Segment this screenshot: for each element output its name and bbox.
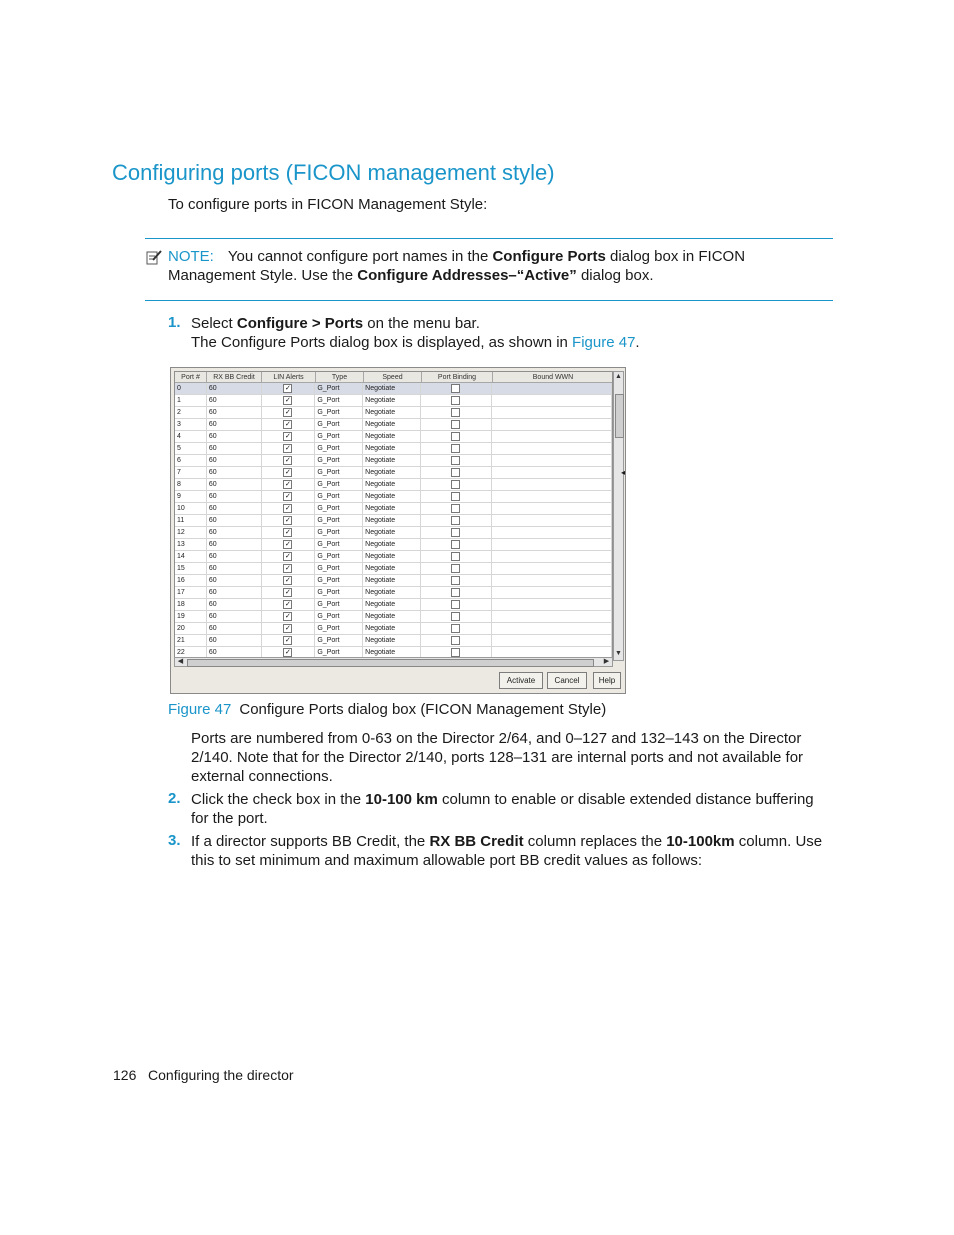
table-row[interactable] <box>175 407 612 419</box>
step-2-text-2: column to enable or disable extended distance buffering for the port. <box>191 791 814 827</box>
cell-rx-bb-credit[interactable]: 60 <box>207 503 262 514</box>
cell-speed[interactable]: Negotiate <box>363 395 421 406</box>
ports-table <box>174 371 613 661</box>
step-1-number: 1. <box>168 314 181 331</box>
note-text-1: You cannot configure port names in the <box>227 248 493 265</box>
cell-rx-bb-credit[interactable]: 60 <box>207 611 262 622</box>
checkbox-unchecked[interactable] <box>451 528 460 537</box>
cell-speed[interactable]: Negotiate <box>363 491 421 502</box>
checkbox-checked[interactable]: ✓ <box>285 445 291 452</box>
checkbox-checked[interactable]: ✓ <box>285 529 291 536</box>
cell-lin-alerts <box>262 491 316 502</box>
cell-lin-alerts <box>262 467 316 478</box>
table-row[interactable] <box>175 539 612 551</box>
cell-rx-bb-credit[interactable]: 60 <box>207 623 262 634</box>
checkbox-unchecked[interactable] <box>451 384 460 393</box>
cell-rx-bb-credit[interactable]: 60 <box>207 479 262 490</box>
figure-caption-text: Configure Ports dialog box (FICON Management Style) <box>239 701 607 718</box>
cell-type[interactable]: G_Port <box>315 527 363 538</box>
cell-type[interactable]: G_Port <box>315 431 363 442</box>
cell-bound-wwn[interactable] <box>492 611 612 622</box>
table-row[interactable] <box>175 503 612 515</box>
checkbox-checked[interactable]: ✓ <box>285 457 291 464</box>
checkbox-checked[interactable]: ✓ <box>285 625 291 632</box>
checkbox-unchecked[interactable] <box>451 492 460 501</box>
cell-port[interactable]: 2 <box>175 407 207 418</box>
cell-bound-wwn[interactable] <box>492 455 612 466</box>
cell-type[interactable]: G_Port <box>315 563 363 574</box>
cell-type[interactable]: G_Port <box>315 503 363 514</box>
cell-port[interactable]: 9 <box>175 491 207 502</box>
col-header-speed[interactable]: Speed <box>364 372 422 383</box>
checkbox-checked[interactable]: ✓ <box>285 433 291 440</box>
cell-speed[interactable]: Negotiate <box>363 599 421 610</box>
cell-bound-wwn[interactable] <box>492 563 612 574</box>
checkbox-unchecked[interactable] <box>451 420 460 429</box>
cell-port[interactable]: 16 <box>175 575 207 586</box>
cell-rx-bb-credit[interactable]: 60 <box>207 551 262 562</box>
cell-speed[interactable]: Negotiate <box>363 455 421 466</box>
cell-type[interactable]: G_Port <box>315 383 363 394</box>
checkbox-checked[interactable]: ✓ <box>285 565 291 572</box>
cell-bound-wwn[interactable] <box>492 527 612 538</box>
step-1-text-1: Select <box>191 315 237 332</box>
figure-47-link[interactable]: Figure 47 <box>572 334 636 351</box>
cell-speed[interactable]: Negotiate <box>363 611 421 622</box>
cell-port-binding <box>421 587 492 598</box>
table-row[interactable] <box>175 383 612 395</box>
activate-button[interactable]: Activate <box>499 672 543 689</box>
cell-speed[interactable]: Negotiate <box>363 407 421 418</box>
step-2-bold: 10-100 km <box>365 791 438 808</box>
cell-lin-alerts <box>262 419 316 430</box>
checkbox-unchecked[interactable] <box>451 576 460 585</box>
cell-port[interactable]: 4 <box>175 431 207 442</box>
table-row[interactable] <box>175 587 612 599</box>
step-1-menu-path: Configure > Ports <box>236 315 364 332</box>
cell-type[interactable]: G_Port <box>315 515 363 526</box>
cell-lin-alerts <box>262 599 316 610</box>
note-label: NOTE: <box>168 248 214 265</box>
checkbox-checked[interactable]: ✓ <box>285 421 291 428</box>
cell-speed[interactable]: Negotiate <box>363 539 421 550</box>
checkbox-unchecked[interactable] <box>451 456 460 465</box>
cell-bound-wwn[interactable] <box>492 479 612 490</box>
cell-rx-bb-credit[interactable]: 60 <box>207 491 262 502</box>
cell-bound-wwn[interactable] <box>492 551 612 562</box>
table-row[interactable] <box>175 551 612 563</box>
page-footer <box>113 1067 294 1083</box>
cell-speed[interactable]: Negotiate <box>363 527 421 538</box>
cell-rx-bb-credit[interactable]: 60 <box>207 455 262 466</box>
cell-port-binding <box>421 455 492 466</box>
cell-port-binding <box>421 575 492 586</box>
col-header-port[interactable]: Port # <box>175 372 207 383</box>
table-row[interactable] <box>175 467 612 479</box>
note-pencil-icon <box>146 249 162 265</box>
cell-speed[interactable]: Negotiate <box>363 563 421 574</box>
cell-rx-bb-credit[interactable]: 60 <box>207 587 262 598</box>
checkbox-unchecked[interactable] <box>451 636 460 645</box>
cell-bound-wwn[interactable] <box>492 587 612 598</box>
cell-port[interactable]: 20 <box>175 623 207 634</box>
cell-port[interactable]: 11 <box>175 515 207 526</box>
cell-port-binding <box>421 551 492 562</box>
table-header <box>175 372 613 383</box>
cell-port[interactable]: 1 <box>175 395 207 406</box>
cell-bound-wwn[interactable] <box>492 395 612 406</box>
cell-port[interactable]: 6 <box>175 455 207 466</box>
checkbox-unchecked[interactable] <box>451 444 460 453</box>
cell-rx-bb-credit[interactable]: 60 <box>207 419 262 430</box>
checkbox-checked[interactable]: ✓ <box>285 553 291 560</box>
figure-caption <box>168 701 606 718</box>
cell-speed[interactable]: Negotiate <box>363 383 421 394</box>
note-text-3: dialog box. <box>576 267 654 284</box>
cell-rx-bb-credit[interactable]: 60 <box>207 599 262 610</box>
cell-rx-bb-credit[interactable]: 60 <box>207 443 262 454</box>
cell-port[interactable]: 8 <box>175 479 207 490</box>
cell-port-binding <box>421 539 492 550</box>
checkbox-unchecked[interactable] <box>451 480 460 489</box>
cell-port-binding <box>421 431 492 442</box>
cell-type[interactable]: G_Port <box>315 539 363 550</box>
cell-port-binding <box>421 467 492 478</box>
cell-speed[interactable]: Negotiate <box>363 515 421 526</box>
cell-bound-wwn[interactable] <box>492 467 612 478</box>
checkbox-checked[interactable]: ✓ <box>285 493 291 500</box>
cell-rx-bb-credit[interactable]: 60 <box>207 431 262 442</box>
checkbox-unchecked[interactable] <box>451 540 460 549</box>
cell-rx-bb-credit[interactable]: 60 <box>207 467 262 478</box>
step-3-text <box>191 832 831 870</box>
cell-type[interactable]: G_Port <box>315 575 363 586</box>
cell-port-binding <box>421 479 492 490</box>
cell-rx-bb-credit[interactable]: 60 <box>207 575 262 586</box>
checkbox-unchecked[interactable] <box>451 612 460 621</box>
cell-type[interactable]: G_Port <box>315 611 363 622</box>
checkbox-unchecked[interactable] <box>451 468 460 477</box>
checkbox-checked[interactable]: ✓ <box>285 637 291 644</box>
cell-rx-bb-credit[interactable]: 60 <box>207 563 262 574</box>
cell-speed[interactable]: Negotiate <box>363 503 421 514</box>
cell-port[interactable]: 19 <box>175 611 207 622</box>
checkbox-unchecked[interactable] <box>451 552 460 561</box>
checkbox-unchecked[interactable] <box>451 600 460 609</box>
cell-lin-alerts <box>262 503 316 514</box>
cell-bound-wwn[interactable] <box>492 431 612 442</box>
cell-rx-bb-credit[interactable]: 60 <box>207 407 262 418</box>
table-row[interactable] <box>175 623 612 635</box>
checkbox-checked[interactable]: ✓ <box>285 649 291 656</box>
checkbox-checked[interactable]: ✓ <box>285 469 291 476</box>
page-number: 126 <box>113 1067 137 1083</box>
cell-port[interactable]: 17 <box>175 587 207 598</box>
cell-port[interactable]: 7 <box>175 467 207 478</box>
horizontal-scrollbar[interactable] <box>174 657 613 667</box>
cell-type[interactable]: G_Port <box>315 407 363 418</box>
cell-type[interactable]: G_Port <box>315 647 363 658</box>
cell-rx-bb-credit[interactable]: 60 <box>207 395 262 406</box>
cell-bound-wwn[interactable] <box>492 383 612 394</box>
cell-type[interactable]: G_Port <box>315 419 363 430</box>
cell-type[interactable]: G_Port <box>315 551 363 562</box>
cell-speed[interactable]: Negotiate <box>363 467 421 478</box>
cell-lin-alerts <box>262 383 316 394</box>
table-row[interactable] <box>175 563 612 575</box>
cell-rx-bb-credit[interactable]: 60 <box>207 635 262 646</box>
step-1-end: . <box>635 334 640 351</box>
cell-lin-alerts <box>262 551 316 562</box>
cell-lin-alerts <box>262 455 316 466</box>
cell-rx-bb-credit[interactable]: 60 <box>207 515 262 526</box>
cell-speed[interactable]: Negotiate <box>363 575 421 586</box>
cell-speed[interactable]: Negotiate <box>363 443 421 454</box>
cell-lin-alerts <box>262 587 316 598</box>
ports-paragraph: Ports are numbered from 0-63 on the Director 2/64, and 0–127 and 132–143 on the Director 2/140. Note that for the Director 2/140, ports 128–131 are internal ports and not available for external connections. <box>191 730 804 785</box>
cell-bound-wwn[interactable] <box>492 575 612 586</box>
step-2-text <box>191 790 831 828</box>
note-text-2: dialog box in FICON Management Style. Use the <box>168 248 746 284</box>
scroll-up-icon[interactable]: ▲ <box>615 373 622 380</box>
cell-port-binding <box>421 407 492 418</box>
step-3-text-2: column replaces the <box>523 833 667 850</box>
cell-type[interactable]: G_Port <box>315 623 363 634</box>
cell-speed[interactable]: Negotiate <box>363 431 421 442</box>
cell-lin-alerts <box>262 479 316 490</box>
cell-port-binding <box>421 419 492 430</box>
cancel-button[interactable]: Cancel <box>547 672 587 689</box>
col-header-rx-bb-credit[interactable]: RX BB Credit <box>207 372 262 383</box>
checkbox-unchecked[interactable] <box>451 432 460 441</box>
cell-lin-alerts <box>262 611 316 622</box>
checkbox-unchecked[interactable] <box>451 516 460 525</box>
cell-port[interactable]: 18 <box>175 599 207 610</box>
cell-lin-alerts <box>262 635 316 646</box>
step-1-text-2: on the menu bar. <box>363 315 480 332</box>
cell-bound-wwn[interactable] <box>492 419 612 430</box>
cell-port[interactable]: 12 <box>175 527 207 538</box>
checkbox-unchecked[interactable] <box>451 564 460 573</box>
cell-port-binding <box>421 611 492 622</box>
step-3-number: 3. <box>168 832 181 849</box>
cell-lin-alerts <box>262 527 316 538</box>
cell-lin-alerts <box>262 515 316 526</box>
note-bold-2: Configure Addresses–“Active” <box>357 267 577 284</box>
cell-lin-alerts <box>262 395 316 406</box>
checkbox-unchecked[interactable] <box>451 408 460 417</box>
cell-port[interactable]: 13 <box>175 539 207 550</box>
checkbox-checked[interactable]: ✓ <box>285 517 291 524</box>
cell-port[interactable]: 0 <box>175 383 207 394</box>
cell-lin-alerts <box>262 575 316 586</box>
table-row[interactable] <box>175 611 612 623</box>
checkbox-checked[interactable]: ✓ <box>285 505 291 512</box>
cell-port[interactable]: 5 <box>175 443 207 454</box>
table-row[interactable] <box>175 443 612 455</box>
note-bold-1: Configure Ports <box>492 248 606 265</box>
step-1-text <box>191 314 831 352</box>
cell-port-binding <box>421 395 492 406</box>
cell-bound-wwn[interactable] <box>492 443 612 454</box>
cell-speed[interactable]: Negotiate <box>363 623 421 634</box>
step-3-text-1: If a director supports BB Credit, the <box>191 833 430 850</box>
cell-port-binding <box>421 491 492 502</box>
help-button[interactable]: Help <box>593 672 621 689</box>
table-row[interactable] <box>175 527 612 539</box>
checkbox-unchecked[interactable] <box>451 396 460 405</box>
cell-port-binding <box>421 635 492 646</box>
cell-lin-alerts <box>262 407 316 418</box>
table-row[interactable] <box>175 431 612 443</box>
cell-bound-wwn[interactable] <box>492 539 612 550</box>
checkbox-checked[interactable]: ✓ <box>285 613 291 620</box>
table-row[interactable] <box>175 455 612 467</box>
cell-bound-wwn[interactable] <box>492 407 612 418</box>
scroll-left-icon[interactable]: ◀ <box>177 658 184 665</box>
checkbox-unchecked[interactable] <box>451 504 460 513</box>
checkbox-checked[interactable]: ✓ <box>285 409 291 416</box>
table-row[interactable] <box>175 515 612 527</box>
cell-type[interactable]: G_Port <box>315 599 363 610</box>
cell-speed[interactable]: Negotiate <box>363 551 421 562</box>
cell-port[interactable]: 15 <box>175 563 207 574</box>
step-2-number: 2. <box>168 790 181 807</box>
table-row[interactable] <box>175 419 612 431</box>
checkbox-checked[interactable]: ✓ <box>285 481 291 488</box>
cell-port-binding <box>421 515 492 526</box>
table-row[interactable] <box>175 479 612 491</box>
col-header-lin-alerts[interactable]: LIN Alerts <box>262 372 316 383</box>
cell-port[interactable]: 21 <box>175 635 207 646</box>
step-2-text-1: Click the check box in the <box>191 791 366 808</box>
cell-bound-wwn[interactable] <box>492 503 612 514</box>
col-header-bound-wwn[interactable]: Bound WWN <box>493 372 613 383</box>
cell-type[interactable]: G_Port <box>315 467 363 478</box>
cell-type[interactable]: G_Port <box>315 491 363 502</box>
scroll-right-icon[interactable]: ▶ <box>603 658 610 665</box>
cell-port-binding <box>421 383 492 394</box>
step-3-bold-2: 10-100km <box>666 833 735 850</box>
cell-port[interactable]: 3 <box>175 419 207 430</box>
cell-rx-bb-credit[interactable]: 60 <box>207 539 262 550</box>
configure-ports-dialog <box>170 367 626 694</box>
vertical-scrollbar[interactable] <box>613 371 624 661</box>
cell-speed[interactable]: Negotiate <box>363 587 421 598</box>
cell-port-binding <box>421 527 492 538</box>
cell-type[interactable]: G_Port <box>315 443 363 454</box>
cell-rx-bb-credit[interactable]: 60 <box>207 527 262 538</box>
table-rows <box>175 383 612 659</box>
cell-lin-alerts <box>262 443 316 454</box>
cell-port-binding <box>421 623 492 634</box>
checkbox-checked[interactable]: ✓ <box>285 577 291 584</box>
cell-bound-wwn[interactable] <box>492 491 612 502</box>
scroll-down-icon[interactable]: ▼ <box>615 650 622 657</box>
checkbox-checked[interactable]: ✓ <box>285 397 291 404</box>
horizontal-scroll-thumb[interactable] <box>187 659 594 667</box>
cell-speed[interactable]: Negotiate <box>363 635 421 646</box>
cell-speed[interactable]: Negotiate <box>363 479 421 490</box>
cell-port-binding <box>421 563 492 574</box>
note-block <box>168 247 788 285</box>
figure-label: Figure 47 <box>168 701 232 718</box>
cell-port-binding <box>421 443 492 454</box>
checkbox-unchecked[interactable] <box>451 624 460 633</box>
cell-speed[interactable]: Negotiate <box>363 419 421 430</box>
checkbox-unchecked[interactable] <box>451 648 460 657</box>
checkbox-checked[interactable]: ✓ <box>285 601 291 608</box>
column-resize-icon: ◂ <box>621 468 626 477</box>
step-1-line-2: The Configure Ports dialog box is displayed, as shown in <box>191 334 573 351</box>
cell-port[interactable]: 10 <box>175 503 207 514</box>
col-header-type[interactable]: Type <box>316 372 364 383</box>
vertical-scroll-thumb[interactable] <box>615 394 624 438</box>
cell-port[interactable]: 14 <box>175 551 207 562</box>
table-row[interactable] <box>175 635 612 647</box>
section-heading: Configuring ports (FICON management style) <box>112 160 555 185</box>
checkbox-checked[interactable]: ✓ <box>285 385 291 392</box>
checkbox-checked[interactable]: ✓ <box>285 541 291 548</box>
cell-port-binding <box>421 599 492 610</box>
table-row[interactable] <box>175 395 612 407</box>
checkbox-unchecked[interactable] <box>451 588 460 597</box>
cell-port-binding <box>421 503 492 514</box>
cell-type[interactable]: G_Port <box>315 455 363 466</box>
table-row[interactable] <box>175 599 612 611</box>
step-3-text-3: column. Use this to set minimum and maximum allowable port BB credit values as follows: <box>191 833 823 869</box>
cell-rx-bb-credit[interactable]: 60 <box>207 647 262 658</box>
table-row[interactable] <box>175 575 612 587</box>
cell-type[interactable]: G_Port <box>315 479 363 490</box>
table-row[interactable] <box>175 491 612 503</box>
note-bottom-rule <box>145 300 833 301</box>
cell-rx-bb-credit[interactable]: 60 <box>207 383 262 394</box>
cell-type[interactable]: G_Port <box>315 395 363 406</box>
cell-speed[interactable]: Negotiate <box>363 647 421 658</box>
cell-bound-wwn[interactable] <box>492 599 612 610</box>
note-top-rule <box>145 238 833 239</box>
cell-lin-alerts <box>262 431 316 442</box>
cell-lin-alerts <box>262 623 316 634</box>
intro-text: To configure ports in FICON Management Style: <box>168 196 488 213</box>
cell-bound-wwn[interactable] <box>492 623 612 634</box>
checkbox-checked[interactable]: ✓ <box>285 589 291 596</box>
footer-section: Configuring the director <box>148 1067 294 1083</box>
cell-type[interactable]: G_Port <box>315 635 363 646</box>
cell-bound-wwn[interactable] <box>492 515 612 526</box>
cell-lin-alerts <box>262 539 316 550</box>
cell-bound-wwn[interactable] <box>492 635 612 646</box>
cell-lin-alerts <box>262 563 316 574</box>
step-3-bold-1: RX BB Credit <box>429 833 524 850</box>
col-header-port-binding[interactable]: Port Binding <box>422 372 493 383</box>
cell-port[interactable]: 22 <box>175 647 207 658</box>
cell-type[interactable]: G_Port <box>315 587 363 598</box>
